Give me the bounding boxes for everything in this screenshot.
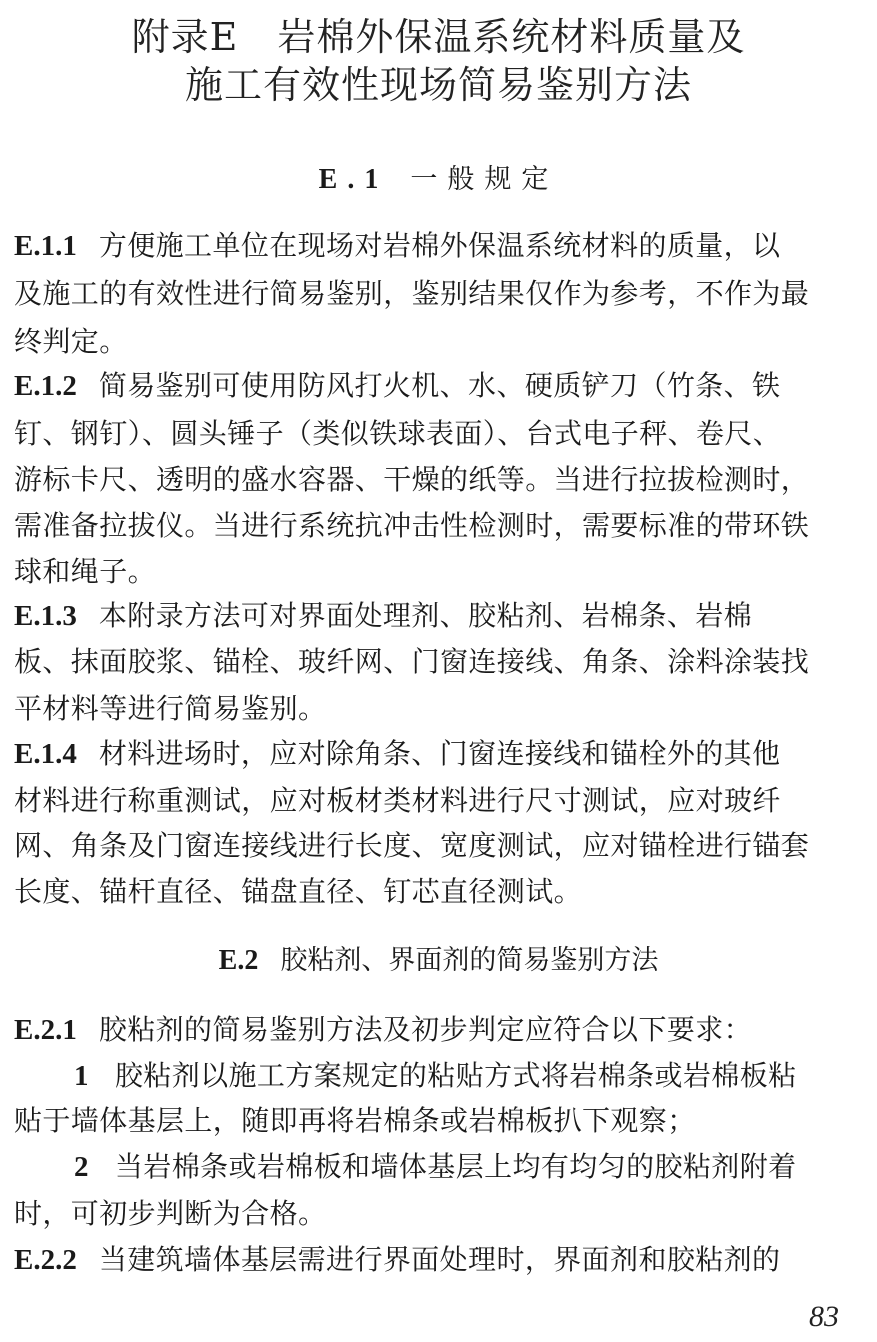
clause-number: E.1.2: [14, 370, 77, 402]
clause-text: 本附录方法可对界面处理剂、胶粘剂、岩棉条、岩棉: [98, 599, 753, 632]
clause-e1-2-line-5: 球和绳子。: [14, 555, 157, 588]
clause-e1-3-line-2: 板、抹面胶浆、锚栓、玻纤网、门窗连接线、角条、涂料涂装找: [14, 645, 810, 678]
clause-number: E.1.1: [14, 230, 77, 262]
item-text: 胶粘剂以施工方案规定的粘贴方式将岩棉条或岩棉板粘: [114, 1059, 797, 1092]
list-item-2-line-1: [14, 1143, 864, 1191]
clause-number: E.1.4: [14, 738, 77, 770]
section-heading-e2: [0, 943, 877, 979]
clause-number: E.2.2: [14, 1244, 77, 1276]
section-number: E.2: [218, 945, 259, 976]
clause-e1-4-line-1: [14, 730, 864, 778]
clause-number: E.2.1: [14, 1014, 77, 1046]
appendix-title-line-1: 附录E 岩棉外保温系统材料质量及: [131, 15, 746, 59]
clause-e1-3-line-1: [14, 592, 864, 640]
clause-e2-1-line-1: [14, 1006, 864, 1054]
clause-number: E.1.3: [14, 600, 77, 632]
section-title: 一般规定: [410, 164, 559, 195]
clause-e1-2-line-2: 钉、钢钉）、圆头锤子（类似铁球表面）、台式电子秤、卷尺、: [14, 417, 782, 450]
clause-text: 方便施工单位在现场对岩棉外保温系统材料的质量，以: [98, 229, 781, 262]
item-text: 当岩棉条或岩棉板和墙体基层上均有均匀的胶粘剂附着: [114, 1150, 797, 1183]
list-item-1-line-1: [14, 1052, 864, 1100]
clause-e1-2-line-1: [14, 362, 864, 410]
clause-text: 胶粘剂的简易鉴别方法及初步判定应符合以下要求：: [98, 1013, 753, 1046]
section-number: E.1: [318, 164, 389, 195]
clause-text: 当建筑墙体基层需进行界面处理时，界面剂和胶粘剂的: [98, 1243, 781, 1276]
clause-e1-4-line-3: 网、角条及门窗连接线进行长度、宽度测试，应对锚栓进行锚套: [14, 829, 810, 862]
clause-e1-2-line-4: 需准备拉拔仪。当进行系统抗冲击性检测时，需要标准的带环铁: [14, 509, 810, 542]
page-number: 83: [809, 1300, 839, 1333]
section-heading-e1: [0, 162, 877, 198]
list-item-2-line-2: 时，可初步判断为合格。: [14, 1197, 327, 1230]
item-number: 2: [74, 1151, 89, 1183]
list-item-1-line-2: 贴于墙体基层上，随即再将岩棉条或岩棉板扒下观察；: [14, 1104, 696, 1137]
clause-e2-2-line-1: [14, 1236, 864, 1284]
clause-e1-4-line-2: 材料进行称重测试，应对板材类材料进行尺寸测试，应对玻纤: [14, 784, 781, 817]
section-title: 胶粘剂、界面剂的简易鉴别方法: [280, 945, 659, 976]
item-number: 1: [74, 1060, 89, 1092]
clause-e1-1-line-1: [14, 222, 864, 270]
clause-text: 材料进场时，应对除角条、门窗连接线和锚栓外的其他: [98, 737, 781, 770]
clause-e1-1-line-3: 终判定。: [14, 325, 128, 358]
clause-e1-1-line-2: 及施工的有效性进行简易鉴别，鉴别结果仅作为参考，不作为最: [14, 277, 810, 310]
clause-e1-4-line-4: 长度、锚杆直径、锚盘直径、钉芯直径测试。: [14, 875, 583, 908]
clause-e1-3-line-3: 平材料等进行简易鉴别。: [14, 692, 327, 725]
clause-e1-2-line-3: 游标卡尺、透明的盛水容器、干燥的纸等。当进行拉拔检测时，: [14, 463, 810, 496]
appendix-title-line-2: 施工有效性现场简易鉴别方法: [184, 63, 692, 107]
clause-text: 简易鉴别可使用防风打火机、水、硬质铲刀（竹条、铁: [98, 369, 781, 402]
